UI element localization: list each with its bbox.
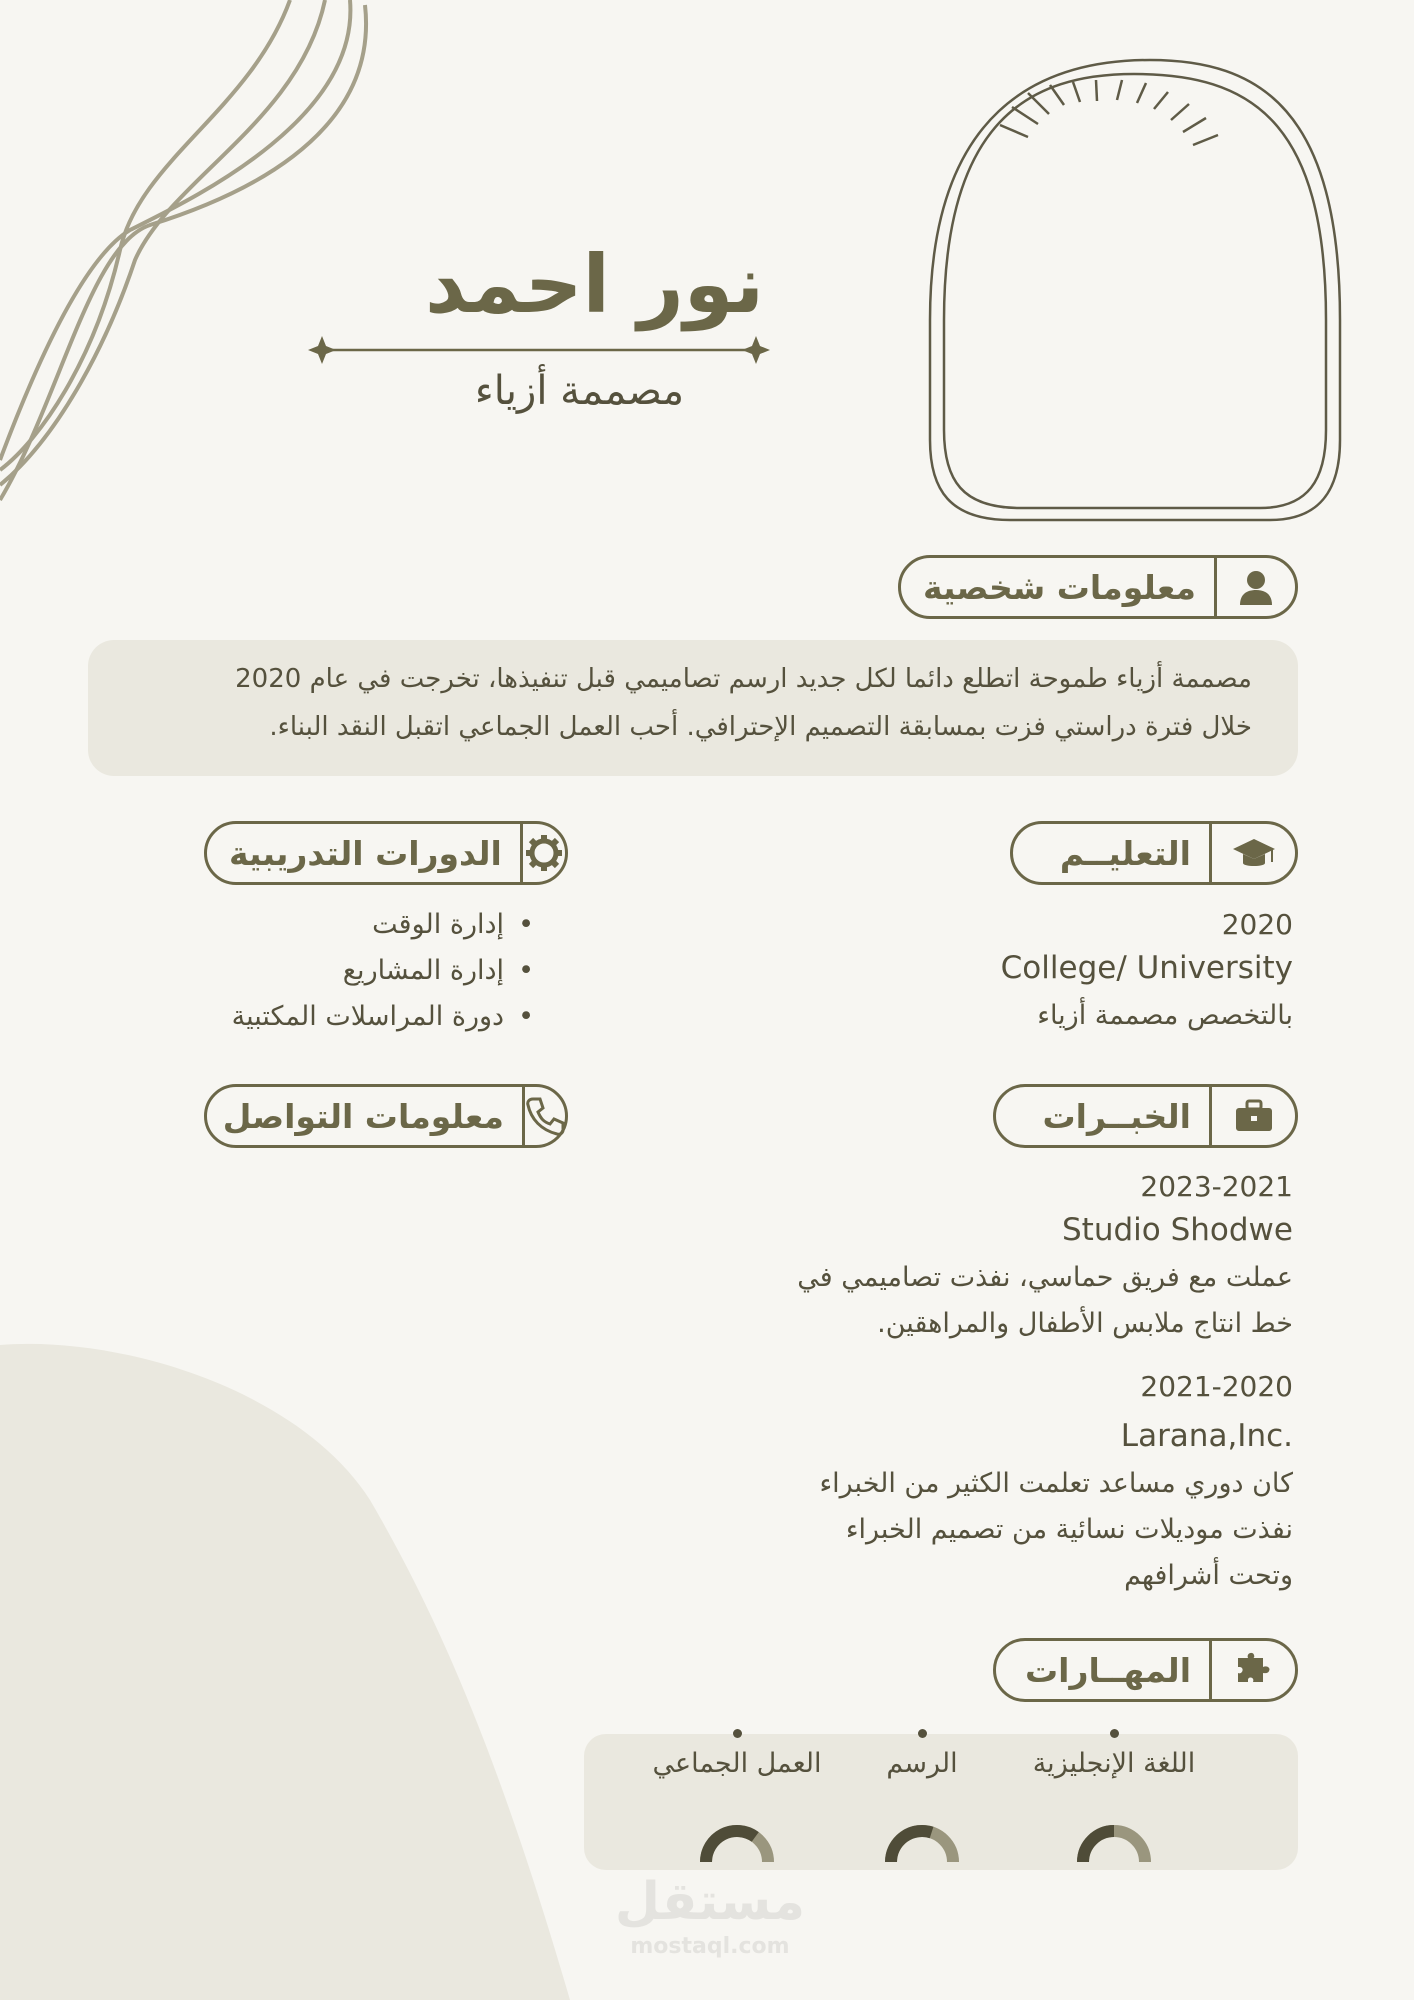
gauge-fill bbox=[1083, 1831, 1114, 1862]
watermark-url: mostaql.com bbox=[630, 1934, 790, 1959]
skill-marker-dot bbox=[918, 1729, 927, 1738]
skill-gauge bbox=[882, 1822, 962, 1866]
experience-period: 2021-2020 bbox=[1140, 1370, 1293, 1403]
about-line-1: مصممة أزياء طموحة اتطلع دائما لكل جديد ارسم تصاميمي قبل تنفيذها، تخرجت في عام 2020 bbox=[235, 664, 1252, 694]
skill-marker-dot bbox=[1110, 1729, 1119, 1738]
user-icon bbox=[1214, 558, 1295, 616]
person-name: نور احمد bbox=[424, 238, 764, 331]
education-major: بالتخصص مصممة أزياء bbox=[1037, 1000, 1293, 1031]
education-year: 2020 bbox=[1221, 908, 1293, 941]
section-header-experience bbox=[993, 1084, 1298, 1148]
section-title-personal: معلومات شخصية bbox=[923, 567, 1196, 607]
photo-frame bbox=[930, 60, 1340, 520]
phone-icon bbox=[522, 1087, 565, 1145]
graduation-cap-icon bbox=[1209, 824, 1295, 882]
section-title-education: التعليــم bbox=[1059, 833, 1191, 873]
list-item: • إدارة الوقت bbox=[232, 902, 534, 948]
experience-description-line: نفذت موديلات نسائية من تصميم الخبراء bbox=[845, 1514, 1293, 1545]
list-item: • دورة المراسلات المكتبية bbox=[232, 994, 534, 1040]
section-header-contact bbox=[204, 1084, 568, 1148]
puzzle-icon bbox=[1209, 1641, 1295, 1699]
education-institution: College/ University bbox=[1000, 950, 1293, 986]
experience-company: Larana,Inc. bbox=[1120, 1418, 1293, 1454]
experience-description-line: وتحت أشرافهم bbox=[1124, 1560, 1293, 1591]
skill-name: الرسم bbox=[886, 1748, 958, 1779]
gear-icon bbox=[520, 824, 565, 882]
experience-description-line: كان دوري مساعد تعلمت الكثير من الخبراء bbox=[819, 1468, 1293, 1499]
section-title-skills: المهــارات bbox=[1024, 1650, 1191, 1690]
section-header-skills bbox=[993, 1638, 1298, 1702]
experience-period: 2023-2021 bbox=[1140, 1170, 1293, 1203]
job-title: مصممة أزياء bbox=[474, 368, 684, 414]
experience-description-line: عملت مع فريق حماسي، نفذت تصاميمي في bbox=[797, 1262, 1293, 1293]
gauge-fill bbox=[706, 1831, 755, 1862]
section-header-education bbox=[1010, 821, 1298, 885]
sunburst-icon bbox=[1000, 80, 1218, 145]
bottom-left-blob bbox=[0, 1344, 570, 2000]
about-line-2: خلال فترة دراستي فزت بمسابقة التصميم الإحترافي. أحب العمل الجماعي اتقبل النقد البناء. bbox=[269, 712, 1252, 742]
courses-list bbox=[232, 902, 534, 1040]
skill-item bbox=[862, 1726, 982, 1866]
skill-marker-dot bbox=[733, 1729, 742, 1738]
skill-gauge bbox=[697, 1822, 777, 1866]
skill-item bbox=[1014, 1726, 1214, 1866]
section-header-personal bbox=[898, 555, 1298, 619]
wavy-lines-decoration bbox=[0, 0, 366, 500]
skill-gauge bbox=[1074, 1822, 1154, 1866]
experience-description-line: خط انتاج ملابس الأطفال والمراهقين. bbox=[877, 1308, 1293, 1339]
briefcase-icon bbox=[1209, 1087, 1295, 1145]
section-title-contact: معلومات التواصل bbox=[222, 1096, 504, 1136]
section-header-courses bbox=[204, 821, 568, 885]
skill-name: العمل الجماعي bbox=[652, 1748, 822, 1779]
watermark-logo: مستقل bbox=[614, 1872, 806, 1932]
gauge-fill bbox=[891, 1831, 932, 1862]
section-title-experience: الخبــرات bbox=[1042, 1096, 1191, 1136]
list-item: • إدارة المشاريع bbox=[232, 948, 534, 994]
skill-item bbox=[642, 1726, 832, 1866]
about-panel bbox=[88, 640, 1298, 776]
section-title-courses: الدورات التدريبية bbox=[229, 833, 502, 873]
skill-name: اللغة الإنجليزية bbox=[1032, 1748, 1196, 1779]
title-divider bbox=[308, 336, 770, 364]
experience-company: Studio Shodwe bbox=[1062, 1212, 1293, 1248]
